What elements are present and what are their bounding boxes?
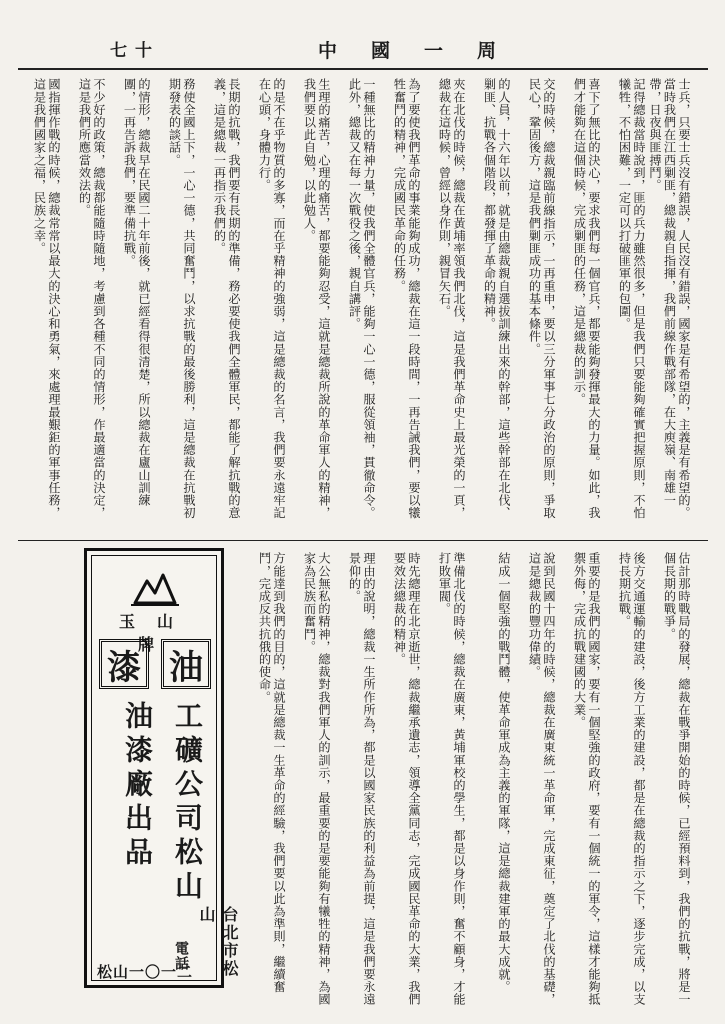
top-columns-13: 的情形，總裁早在民國二十年前後，就已經看得很清楚，所以總裁在廬山訓練團，一再告訴我們，要準備抗戰。 <box>122 78 151 507</box>
mountain-logo-icon <box>95 561 215 631</box>
ad-phone-number: 松山一〇一二 <box>97 963 194 981</box>
bottom-columns-8: 理由的說明，總裁一生所作所為，都是以國家民族的利益為前提，這是我們要永遠景仰的。 <box>347 552 376 1006</box>
top-columns-5: 的人員，十六年以前，就是由總裁親自選拔訓練出來的幹部，這些幹部在北伐、剿匪、抗戰各個階段，都發揮了革命的精神。 <box>482 78 511 519</box>
bottom-columns-10: 方能達到我們的目的，這就是總裁一生革命的經驗，我們要以此為準則，繼續奮鬥，完成反共抗俄的使命。 <box>257 552 286 993</box>
top-columns-8: 一種無比的精神力量，使我們全體官兵，能夠一心一德，服從領袖，貫徹命令。此外，總裁又在每一次戰役之後，親自講評。 <box>347 78 376 519</box>
advertisement <box>84 548 239 988</box>
publication-title: 中國一周 <box>318 40 531 62</box>
top-columns-15: 國指揮作戰的時候，總裁常常以最大的決心和勇氣，來處理最艱鉅的軍事任務，這是我們國家之福，民族之幸。 <box>32 78 61 519</box>
top-columns-6: 夾在北伐的時候，總裁在黃埔率領我們北伐，這是我們革命史上最光榮的一頁，總裁在這時候，曾經以身作則，親冒矢石。 <box>437 78 466 519</box>
top-columns-7: 為了要使我們革命的事業能夠成功，總裁在這一段時間，一再告誡我們，要以犧牲奮鬥的精神，完成國民革命的任務。 <box>392 78 421 519</box>
ad-product <box>99 639 211 691</box>
bottom-columns-4: 說到民國十四年的時候，總裁在廣東統一革命軍，完成東征，奠定了北伐的基礎，這是總裁的豐功偉績。 <box>527 552 556 1006</box>
ad-product-left: 漆 <box>99 639 149 689</box>
bottom-columns-1: 估計那時戰局的發展，總裁在戰爭開始的時候，已經預料到，我們的抗戰，將是一個長期的戰爭。 <box>662 552 691 1006</box>
bottom-columns-5: 結成一個堅強的戰鬥體，使革命軍成為主義的軍隊，這是總裁建軍的最大成就。 <box>497 552 511 993</box>
bottom-columns-2: 後方交通運輸的建設，後方工業的建設，都是在總裁的指示之下，逐步完成，以支持長期抗戰。 <box>617 552 646 1006</box>
top-columns-14: 不少好的政策，總裁都能隨時隨地，考慮到各種不同的情形，作最適當的決定，這是我們所應當效法的。 <box>77 78 106 519</box>
ad-product-right: 油 <box>161 639 211 689</box>
top-columns-4: 交的時候，總裁親臨前線指示，一再重申，要以三分軍事七分政治的原則，爭取民心，鞏固後方，這是我們剿匪成功的基本條件。 <box>527 78 556 519</box>
bottom-columns-7: 時先總理在北京逝世，總裁繼承遺志，領導全黨同志，完成國民革命的大業，我們要效法總裁的精神。 <box>392 552 421 1006</box>
ad-phone-label: 電話 <box>173 941 189 971</box>
ad-company: 工礦公司松山 <box>171 701 204 905</box>
bottom-columns-3: 重要的是我們的國家，要有一個堅強的政府，要有一個統一的軍令，這樣才能夠抵禦外侮，完成抗戰建國的大業。 <box>572 552 601 1006</box>
top-columns-11: 長期的抗戰，我們要有長期的準備，務必要使我們全體軍民，都能了解抗戰的意義，這是總裁一再指示我們的。 <box>212 78 241 519</box>
section-divider <box>18 540 708 541</box>
top-columns-9: 生理的痛苦，心理的痛苦，都要能夠忍受，這就是總裁所說的革命軍人的精神，我們要以此自勉，以此勉人。 <box>302 78 331 519</box>
top-columns-3: 喜下了無比的決心，要求我們每一個官兵，都要能夠發揮最大的力量。如此，我們才能夠在這個時候，完成剿匪的任務，這是總裁的訓示。 <box>572 78 601 519</box>
ad-location: 台北市松山 <box>197 906 239 978</box>
bottom-columns-9: 大公無私的精神，總裁對我們軍人的訓示，最重要的是要能夠有犧牲的精神，為國家為民族而奮鬥。 <box>302 552 331 1006</box>
top-columns-12: 務使全國上下，一心一德，共同奮鬥，以求抗戰的最後勝利，這是總裁在抗戰初期發表的談話。 <box>167 78 196 519</box>
bottom-columns-6: 準備北伐的時候，總裁在廣東，黃埔軍校的學生，都是以身作則，奮不顧身，才能打敗軍閥。 <box>437 552 466 1006</box>
ad-brand: 玉山牌 <box>118 612 195 654</box>
ad-factory: 油漆廠出品 <box>121 701 154 871</box>
page-number: 七十 <box>110 41 160 61</box>
page-header <box>18 30 708 70</box>
top-columns-2: 記得總裁當時說到，匪的兵力雖然很多，但是我們只要能夠確實把握原則，不怕犧牲，不怕困難，一定可以打破匪軍的包圍。 <box>617 78 646 519</box>
top-columns-1: 士兵，只要士兵沒有錯誤，人民沒有錯誤，國家是有希望的，主義是有希望的。當時我們在江西剿匪，總裁親自指揮，我們前線作戰部隊，在大庾嶺、南雄一帶，日夜與匪搏鬥。 <box>648 78 691 519</box>
top-columns-10: 的是不在乎物質的多寡，而在乎精神的強弱，這是總裁的名言，我們要永遠牢記在心頭，身體力行。 <box>257 78 286 519</box>
